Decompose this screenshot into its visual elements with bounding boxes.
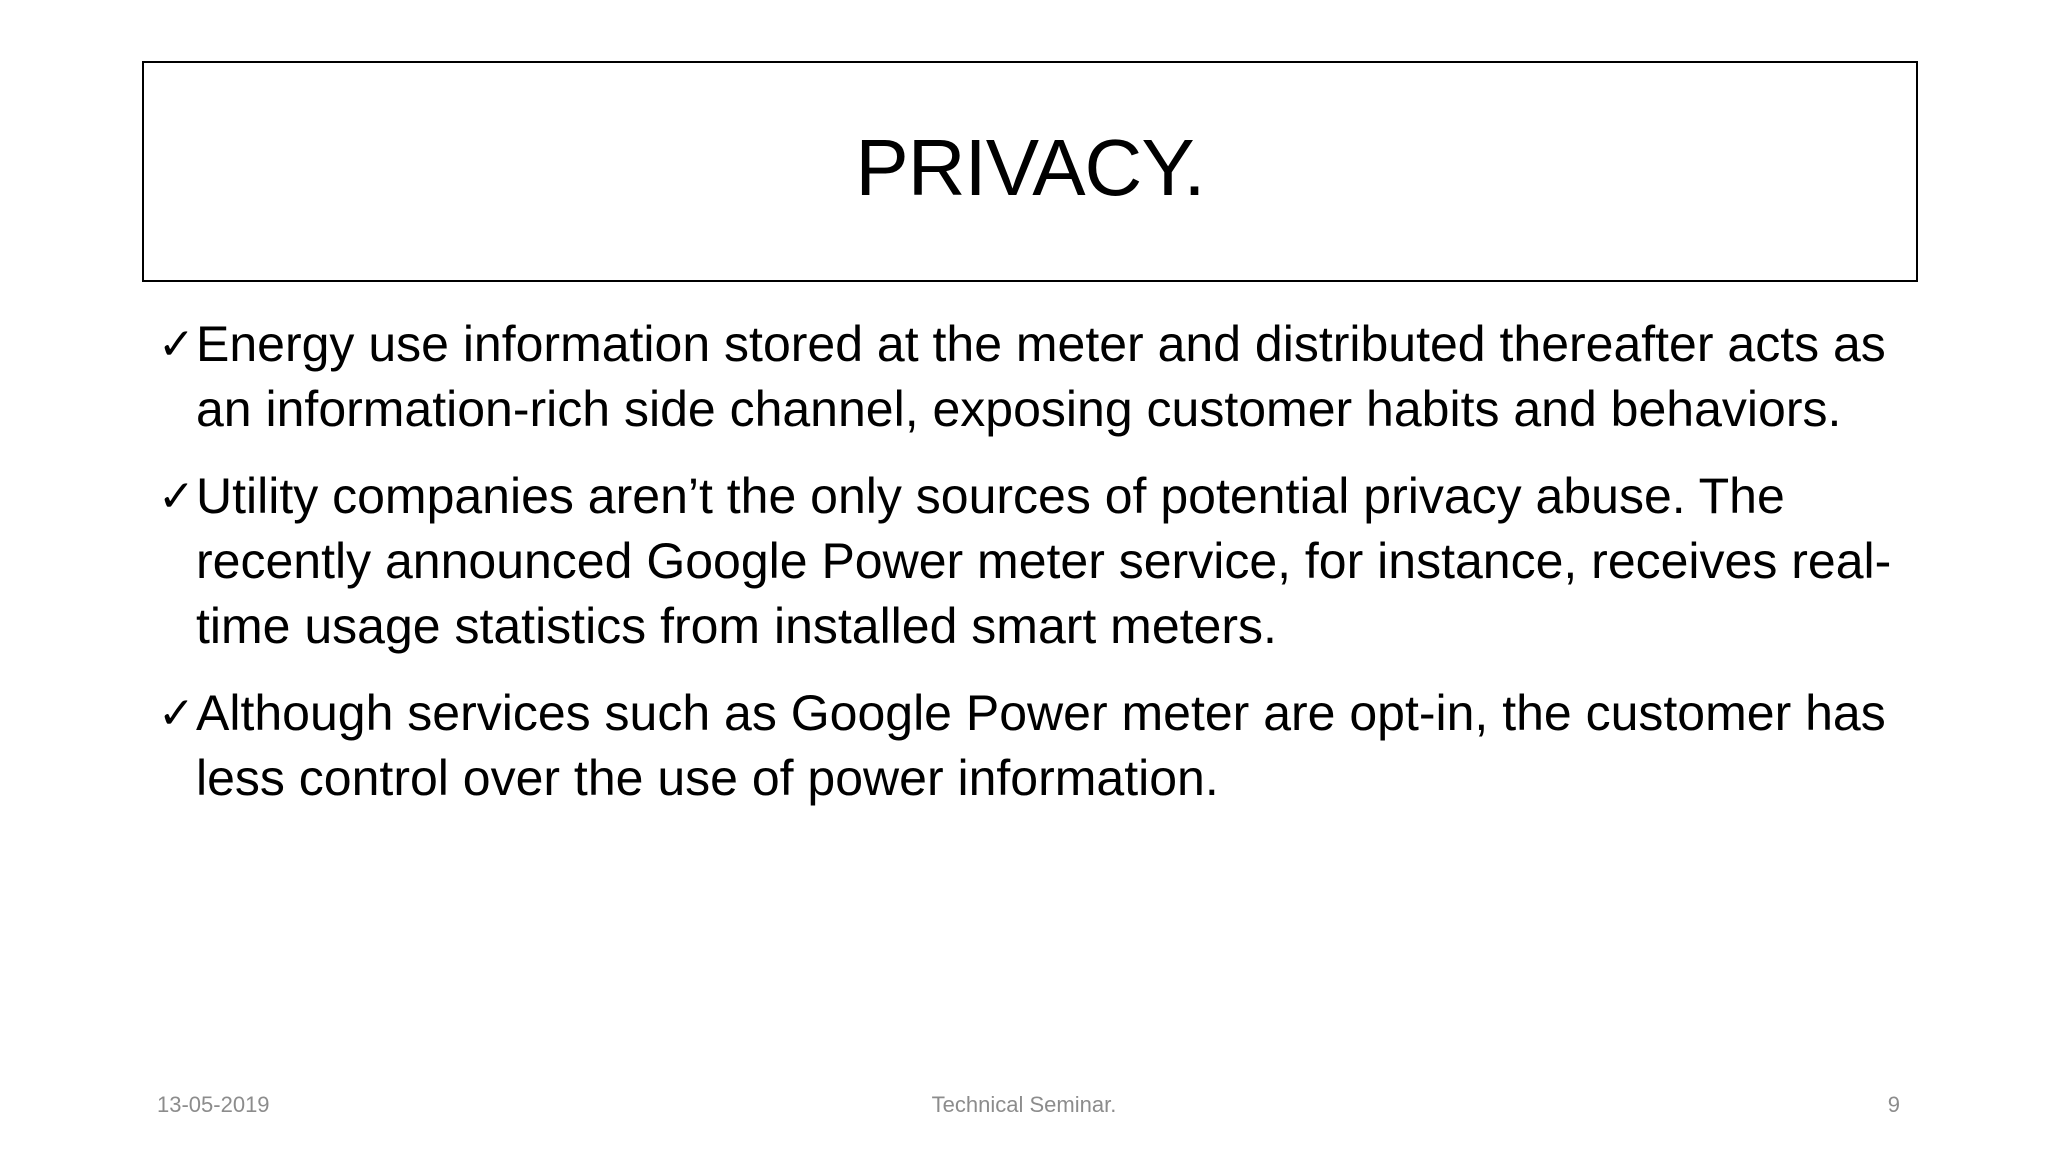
- footer-title: Technical Seminar.: [931, 1092, 1117, 1117]
- checkmark-icon: ✓: [158, 319, 195, 370]
- bullet-list: [158, 312, 1918, 833]
- bullet-item: [158, 681, 1918, 811]
- bullet-text: Energy use information stored at the meter and distributed thereafter acts as an information-rich side channel, exposing customer habits and behaviors.: [196, 316, 1886, 437]
- bullet-text: Utility companies aren’t the only sources of potential privacy abuse. The recently announced Google Power meter service, for instance, receives real-time usage statistics from installed smart meters.: [196, 468, 1892, 654]
- bullet-item: [158, 464, 1918, 659]
- title-box: [142, 61, 1918, 282]
- bullet-item: [158, 312, 1918, 442]
- checkmark-icon: ✓: [158, 471, 195, 522]
- slide-number: 9: [1887, 1092, 1900, 1117]
- footer-date: 13-05-2019: [157, 1092, 270, 1117]
- slide-title: PRIVACY.: [855, 122, 1205, 212]
- bullet-text: Although services such as Google Power meter are opt-in, the customer has less control over the use of power information.: [196, 685, 1886, 806]
- checkmark-icon: ✓: [158, 688, 195, 739]
